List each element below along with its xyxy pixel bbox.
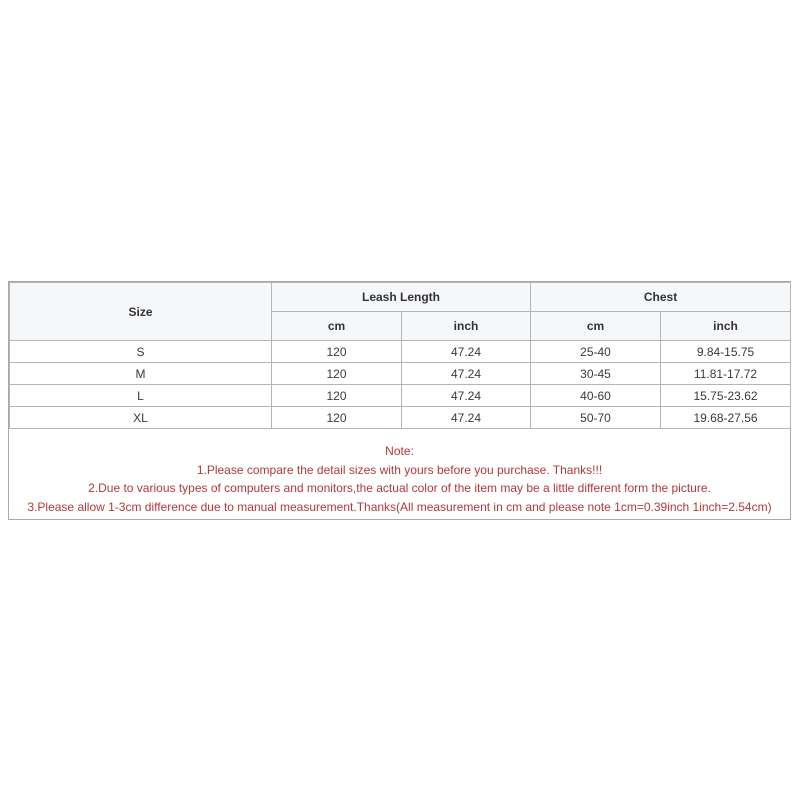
table-row <box>10 341 791 363</box>
leash-cm-header: cm <box>272 312 402 341</box>
leash-inch-cell: 47.24 <box>402 385 531 407</box>
chest-cm-cell: 50-70 <box>531 407 661 429</box>
chest-inch-cell: 19.68-27.56 <box>661 407 791 429</box>
leash-inch-cell: 47.24 <box>402 341 531 363</box>
leash-cm-cell: 120 <box>272 363 402 385</box>
table-row <box>10 407 791 429</box>
leash-inch-cell: 47.24 <box>402 363 531 385</box>
chest-inch-cell: 15.75-23.62 <box>661 385 791 407</box>
chest-cm-cell: 25-40 <box>531 341 661 363</box>
table-row <box>10 363 791 385</box>
leash-cm-cell: 120 <box>272 385 402 407</box>
chest-cm-header: cm <box>531 312 661 341</box>
chest-inch-cell: 11.81-17.72 <box>661 363 791 385</box>
leash-inch-cell: 47.24 <box>402 407 531 429</box>
chest-header: Chest <box>531 283 791 312</box>
table-row <box>10 385 791 407</box>
size-header: Size <box>10 283 272 341</box>
note-title: Note: <box>385 444 414 458</box>
leash-cm-cell: 120 <box>272 407 402 429</box>
chest-cm-cell: 30-45 <box>531 363 661 385</box>
note-line-2: 2.Due to various types of computers and monitors,the actual color of the item may be a little different form the picture. <box>88 481 711 495</box>
note-line-1: 1.Please compare the detail sizes with yours before you purchase. Thanks!!! <box>196 462 603 477</box>
header-row-groups <box>10 283 791 312</box>
leash-length-header: Leash Length <box>272 283 531 312</box>
size-cell: M <box>10 363 272 385</box>
size-table <box>9 282 791 429</box>
notes-section <box>9 442 790 516</box>
note-line-3: 3.Please allow 1-3cm difference due to manual measurement.Thanks(All measurement in cm and please note 1cm=0.39inch 1inch=2.54cm) <box>27 499 772 514</box>
chest-inch-header: inch <box>661 312 791 341</box>
leash-inch-header: inch <box>402 312 531 341</box>
size-cell: S <box>10 341 272 363</box>
chest-cm-cell: 40-60 <box>531 385 661 407</box>
size-cell: L <box>10 385 272 407</box>
leash-cm-cell: 120 <box>272 341 402 363</box>
size-cell: XL <box>10 407 272 429</box>
size-chart <box>8 281 791 520</box>
chest-inch-cell: 9.84-15.75 <box>661 341 791 363</box>
